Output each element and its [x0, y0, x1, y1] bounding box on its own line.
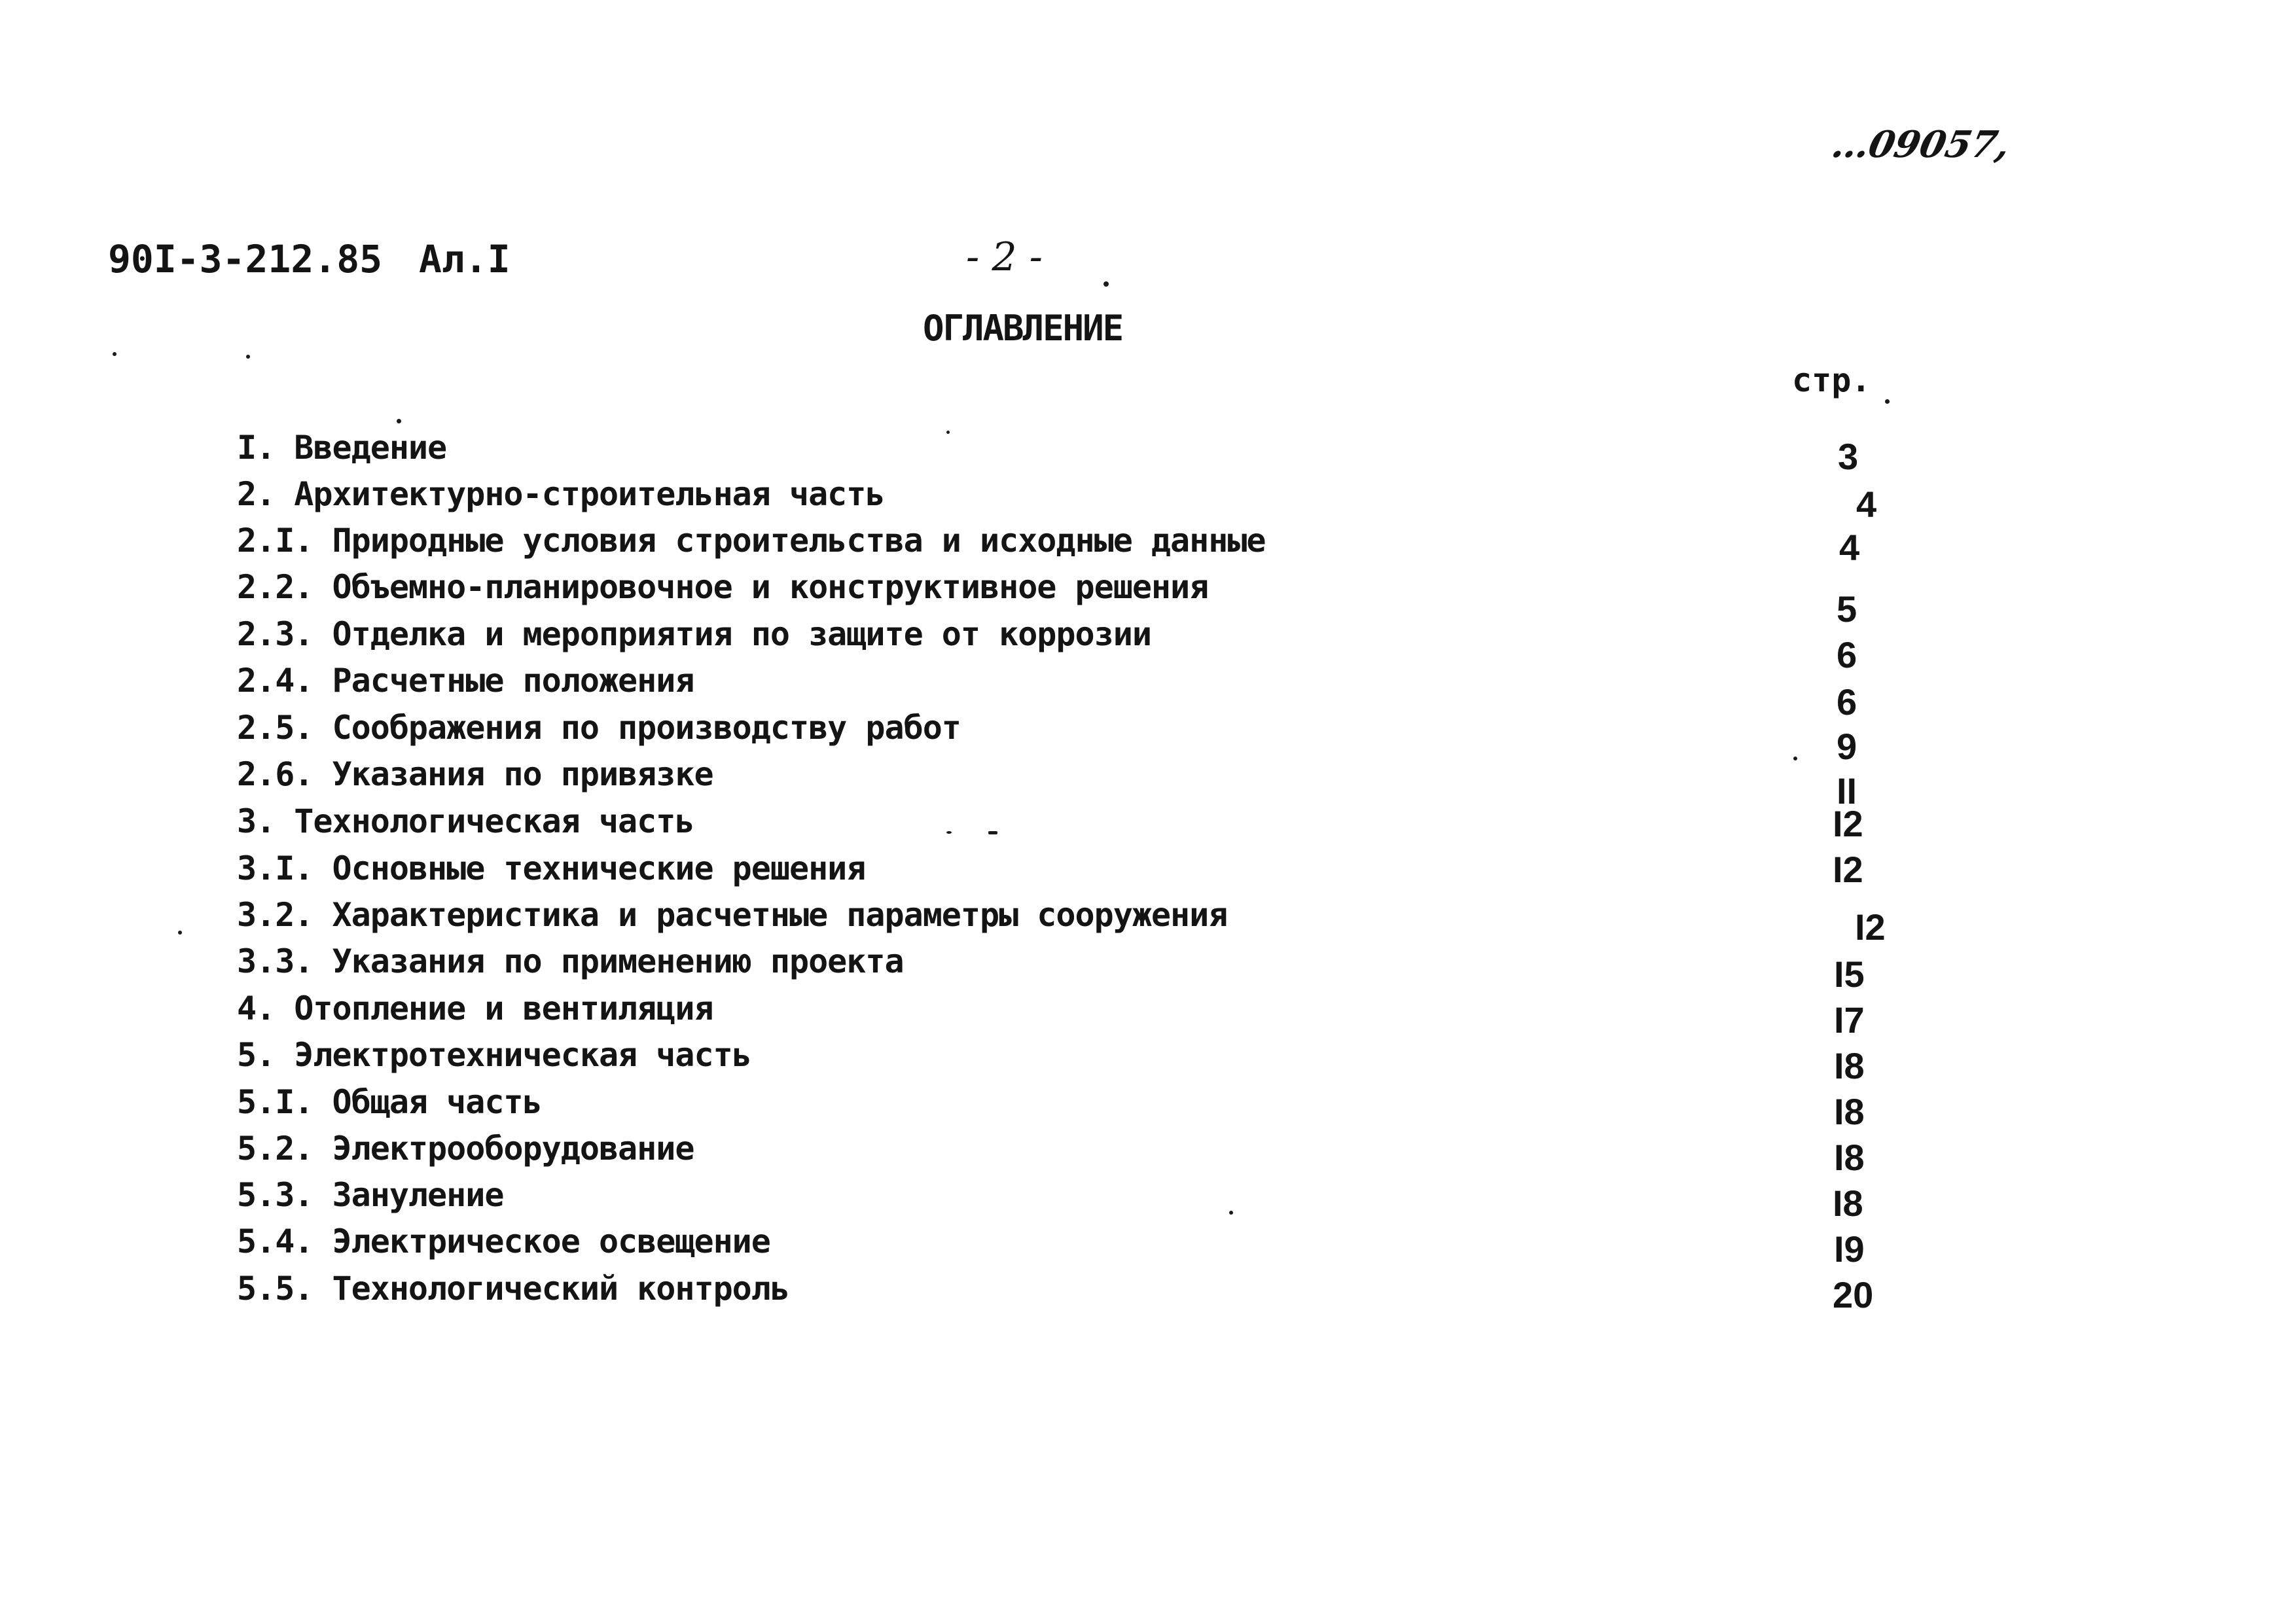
page-number: - 2 -: [966, 234, 1043, 280]
sheet-label: Ал.I: [419, 237, 511, 281]
toc-entry-label: I. Введение: [237, 429, 447, 467]
toc-entry-page: 5: [1837, 588, 1857, 630]
toc-entry-label: 2.6. Указания по привязке: [237, 755, 713, 793]
toc-entry-page: 4: [1856, 484, 1877, 525]
toc-entry-label: 3.3. Указания по применению проекта: [237, 942, 904, 980]
toc-entry-label: 2.4. Расчетные положения: [237, 662, 694, 700]
scan-speck: [946, 431, 950, 434]
scan-speck: [246, 355, 250, 359]
toc-entry-label: 2.3. Отделка и мероприятия по защите от коррозии: [237, 615, 1151, 653]
corner-note: …09057,: [1827, 123, 2015, 166]
scan-speck: [1229, 1211, 1233, 1215]
toc-entry-label: 5.3. Зануление: [237, 1176, 504, 1214]
toc-entry-label: 4. Отопление и вентиляция: [237, 990, 713, 1027]
toc-entry-label: 5.2. Электрооборудование: [237, 1130, 694, 1168]
scan-speck: [1103, 281, 1109, 287]
toc-entry-page: 20: [1833, 1274, 1874, 1315]
toc-entry-label: 5.5. Технологический контроль: [237, 1270, 789, 1308]
page-column-label: стр.: [1792, 361, 1871, 399]
scan-speck: [397, 419, 401, 423]
scan-speck: [113, 352, 117, 356]
document-code: 90I-3-212.85: [108, 237, 383, 281]
toc-entry-label: 3.2. Характеристика и расчетные параметры сооружения: [237, 896, 1228, 934]
toc-entry-page: I8: [1833, 1183, 1863, 1224]
toc-entry-label: 2.5. Соображения по производству работ: [237, 709, 961, 747]
toc-entry-page: 9: [1837, 726, 1857, 767]
toc-entry-page: 6: [1837, 681, 1857, 722]
toc-entry-page: I2: [1855, 906, 1886, 948]
toc-entry-page: II: [1837, 770, 1857, 812]
toc-entry-label: 2.I. Природные условия строительства и исходные данные: [237, 522, 1266, 560]
scan-speck: [946, 831, 952, 834]
toc-entry-page: I7: [1834, 999, 1865, 1041]
toc-entry-page: I8: [1834, 1045, 1865, 1086]
page-title: ОГЛАВЛЕНИЕ: [923, 308, 1123, 349]
toc-entry-page: 3: [1838, 436, 1859, 477]
toc-entry-label: 5.I. Общая часть: [237, 1083, 542, 1121]
toc-entry-label: 3. Технологическая часть: [237, 802, 694, 840]
toc-entry-label: 2. Архитектурно-строительная часть: [237, 475, 885, 513]
toc-entry-page: I2: [1833, 849, 1863, 890]
scan-speck: [1885, 399, 1890, 404]
scan-speck: [1793, 757, 1797, 760]
toc-entry-label: 3.I. Основные технические решения: [237, 849, 866, 887]
toc-entry-page: I9: [1834, 1228, 1865, 1270]
toc-entry-page: I8: [1834, 1137, 1865, 1178]
toc-entry-label: 5.4. Электрическое освещение: [237, 1222, 770, 1260]
scan-speck: [178, 931, 182, 935]
toc-entry-page: I8: [1834, 1091, 1865, 1132]
toc-entry-label: 2.2. Объемно-планировочное и конструктивное решения: [237, 568, 1209, 606]
toc-entry-page: 4: [1839, 527, 1860, 568]
toc-entry-page: I5: [1834, 954, 1865, 995]
toc-entry-page: 6: [1837, 634, 1857, 675]
toc-entry-page: I2: [1833, 803, 1863, 844]
toc-entry-label: 5. Электротехническая часть: [237, 1036, 751, 1074]
scan-speck: [988, 831, 997, 834]
